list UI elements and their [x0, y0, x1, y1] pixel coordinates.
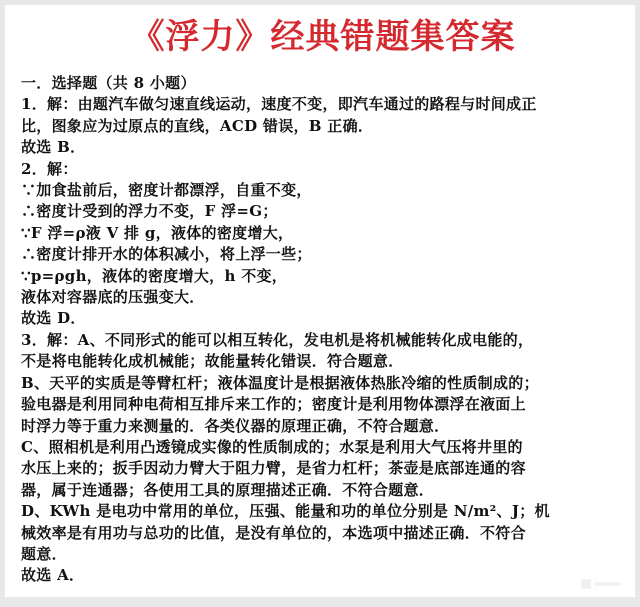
text-line: 故选 D．: [21, 309, 86, 328]
text-line: 题意．: [21, 544, 67, 563]
text-line: 比，图象应为过原点的直线，ACD 错误，B 正确．: [21, 116, 374, 135]
text-line: ∵F 浮=ρ液 V 排 g，液体的密度增大，: [21, 223, 294, 242]
text-line: 一．选择题（共 8 小题）: [21, 74, 196, 92]
text-line: ∵加食盐前后，密度计都漂浮，自重不变，: [21, 181, 312, 200]
document-page: [5, 5, 635, 597]
text-line: 故选 A．: [21, 566, 85, 585]
text-line: ∴密度计受到的浮力不变，F 浮=G；: [21, 202, 278, 221]
text-line: 1．解：由题汽车做匀速直线运动，速度不变，即汽车通过的路程与时间成正: [21, 95, 537, 114]
answer-body: [21, 73, 625, 587]
text-line: D、KWh 是电功中常用的单位，压强、能量和功的单位分别是 N/m²、J；机: [21, 502, 550, 521]
text-line: C、照相机是利用凸透镜成实像的性质制成的；水泵是利用大气压将井里的: [21, 437, 523, 456]
text-line: 2．解：: [21, 159, 78, 178]
text-line: 器，属于连通器；各使用工具的原理描述正确．不符合题意．: [21, 480, 435, 499]
text-line: 水压上来的；扳手因动力臂大于阻力臂，是省力杠杆；茶壶是底部连通的容: [21, 459, 526, 478]
text-line: 3．解：A、不同形式的能可以相互转化，发电机是将机械能转化成电能的，: [21, 330, 534, 349]
text-line: ∵p=ρgh，液体的密度增大，h 不变，: [21, 266, 288, 285]
text-line: 液体对容器底的压强变大．: [21, 288, 205, 307]
text-line: B、天平的实质是等臂杠杆；液体温度计是根据液体热胀冷缩的性质制成的；: [21, 373, 539, 392]
text-line: 械效率是有用功与总功的比值，是没有单位的，本选项中描述正确．不符合: [21, 523, 526, 542]
watermark-logo: [581, 577, 621, 591]
text-line: 故选 B．: [21, 138, 86, 157]
document-title: 《浮力》经典错题集答案: [130, 17, 516, 57]
text-line: ∴密度计排开水的体积减小，将上浮一些；: [21, 245, 312, 264]
text-line: 时浮力等于重力来测量的．各类仪器的原理正确，不符合题意．: [21, 416, 450, 435]
text-line: 不是将电能转化成机械能；故能量转化错误．符合题意．: [21, 352, 404, 371]
text-line: 验电器是利用同种电荷相互排斥来工作的；密度计是利用物体漂浮在液面上: [21, 395, 526, 414]
